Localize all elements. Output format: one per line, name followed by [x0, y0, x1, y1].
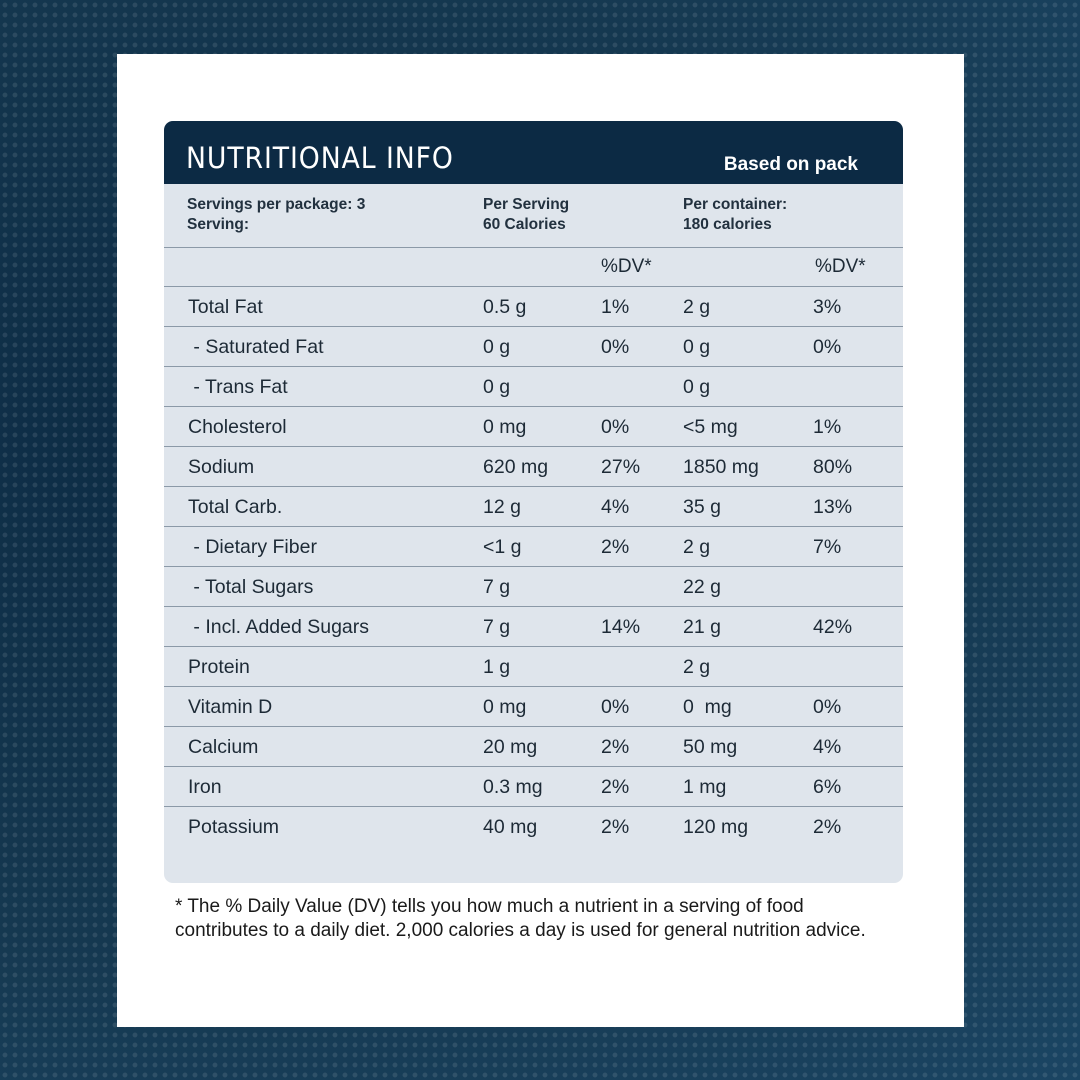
per-container-column [683, 195, 787, 235]
nutrient-name: Potassium [188, 816, 280, 838]
per-container-label: Per container: [683, 196, 788, 213]
nutrient-table [164, 287, 903, 846]
per-serving-dv: 14% [601, 616, 641, 638]
serving-info-row [164, 184, 903, 248]
nutrient-name: Sodium [188, 456, 255, 478]
nutrient-row [164, 447, 903, 487]
per-container-dv: 0% [813, 696, 842, 718]
nutrient-row [164, 647, 903, 687]
per-container-amount: 50 mg [683, 736, 738, 758]
nutrient-name: - Dietary Fiber [188, 536, 317, 558]
per-serving-amount: 0 mg [483, 696, 527, 718]
nutrient-row [164, 807, 903, 846]
per-container-dv: 80% [813, 456, 853, 478]
per-serving-amount: 0.3 mg [483, 776, 543, 798]
nutrient-name: - Trans Fat [188, 376, 288, 398]
per-serving-dv: 4% [601, 496, 630, 518]
nutrient-row [164, 487, 903, 527]
per-container-dv: 6% [813, 776, 842, 798]
per-container-amount: 35 g [683, 496, 721, 518]
panel-title: NUTRITIONAL INFO [186, 141, 454, 175]
per-container-dv: 4% [813, 736, 842, 758]
panel-header [164, 121, 903, 184]
per-container-dv: 7% [813, 536, 842, 558]
nutrient-name: Vitamin D [188, 696, 273, 718]
per-container-dv: 0% [813, 336, 842, 358]
serving-label: Serving: [187, 216, 250, 233]
per-serving-dv: 0% [601, 696, 630, 718]
footnote-line-2: contributes to a daily diet. 2,000 calories a day is used for general nutrition advice. [175, 920, 866, 941]
per-container-amount: 2 g [683, 296, 711, 318]
per-container-dv: 13% [813, 496, 853, 518]
per-container-amount: 1 mg [683, 776, 727, 798]
per-serving-amount: 0.5 g [483, 296, 527, 318]
per-serving-dv: 1% [601, 296, 630, 318]
per-container-amount: 2 g [683, 656, 711, 678]
per-serving-amount: 0 g [483, 376, 511, 398]
nutrient-name: - Total Sugars [188, 576, 314, 598]
per-serving-amount: 12 g [483, 496, 521, 518]
per-serving-label: Per Serving [483, 196, 570, 213]
per-serving-amount: <1 g [483, 536, 522, 558]
nutrient-row [164, 287, 903, 327]
per-serving-dv: 2% [601, 536, 630, 558]
nutrition-panel [164, 121, 903, 883]
per-serving-amount: 620 mg [483, 456, 549, 478]
per-serving-amount: 0 mg [483, 416, 527, 438]
per-container-amount: 21 g [683, 616, 721, 638]
per-serving-amount: 40 mg [483, 816, 538, 838]
per-serving-dv: 2% [601, 816, 630, 838]
nutrient-name: Protein [188, 656, 250, 678]
per-container-dv: 42% [813, 616, 853, 638]
nutrient-row [164, 767, 903, 807]
per-serving-amount: 20 mg [483, 736, 538, 758]
panel-subtitle: Based on pack [723, 154, 858, 175]
per-container-dv: 3% [813, 296, 842, 318]
footnote [175, 895, 935, 943]
footnote-line-1: * The % Daily Value (DV) tells you how much a nutrient in a serving of food [175, 896, 804, 917]
nutrient-name: Total Fat [188, 296, 263, 318]
nutrition-card [117, 54, 964, 1027]
per-container-amount: <5 mg [683, 416, 738, 438]
servings-per-package: Servings per package: 3 [187, 196, 366, 213]
per-container-amount: 1850 mg [683, 456, 759, 478]
nutrient-name: Iron [188, 776, 222, 798]
nutrient-name: - Saturated Fat [188, 336, 324, 358]
per-serving-column [483, 195, 569, 235]
nutrient-name: Calcium [188, 736, 259, 758]
per-serving-dv: 2% [601, 736, 630, 758]
per-container-amount: 2 g [683, 536, 711, 558]
per-container-amount: 120 mg [683, 816, 749, 838]
nutrient-row [164, 687, 903, 727]
per-container-amount: 22 g [683, 576, 721, 598]
per-serving-dv: 2% [601, 776, 630, 798]
per-container-dv: 1% [813, 416, 842, 438]
per-serving-amount: 1 g [483, 656, 511, 678]
nutrient-name: Cholesterol [188, 416, 287, 438]
per-container-amount: 0 g [683, 376, 711, 398]
nutrient-row [164, 727, 903, 767]
nutrient-row [164, 527, 903, 567]
servings-column [187, 195, 365, 235]
per-serving-dv: 0% [601, 416, 630, 438]
nutrient-row [164, 567, 903, 607]
nutrient-row [164, 407, 903, 447]
per-container-amount: 0 g [683, 336, 711, 358]
nutrient-row [164, 327, 903, 367]
per-serving-dv: 0% [601, 336, 630, 358]
per-serving-dv-header: %DV* [601, 256, 652, 277]
per-container-amount: 0 mg [683, 696, 732, 718]
dv-header-row [164, 248, 903, 287]
nutrient-name: - Incl. Added Sugars [188, 616, 370, 638]
per-serving-amount: 7 g [483, 576, 511, 598]
per-serving-dv: 27% [601, 456, 641, 478]
per-serving-calories: 60 Calories [483, 216, 566, 233]
nutrient-row [164, 367, 903, 407]
per-container-calories: 180 calories [683, 216, 772, 233]
nutrient-row [164, 607, 903, 647]
per-container-dv-header: %DV* [815, 256, 866, 277]
per-container-dv: 2% [813, 816, 842, 838]
per-serving-amount: 0 g [483, 336, 511, 358]
nutrient-name: Total Carb. [188, 496, 283, 518]
per-serving-amount: 7 g [483, 616, 511, 638]
